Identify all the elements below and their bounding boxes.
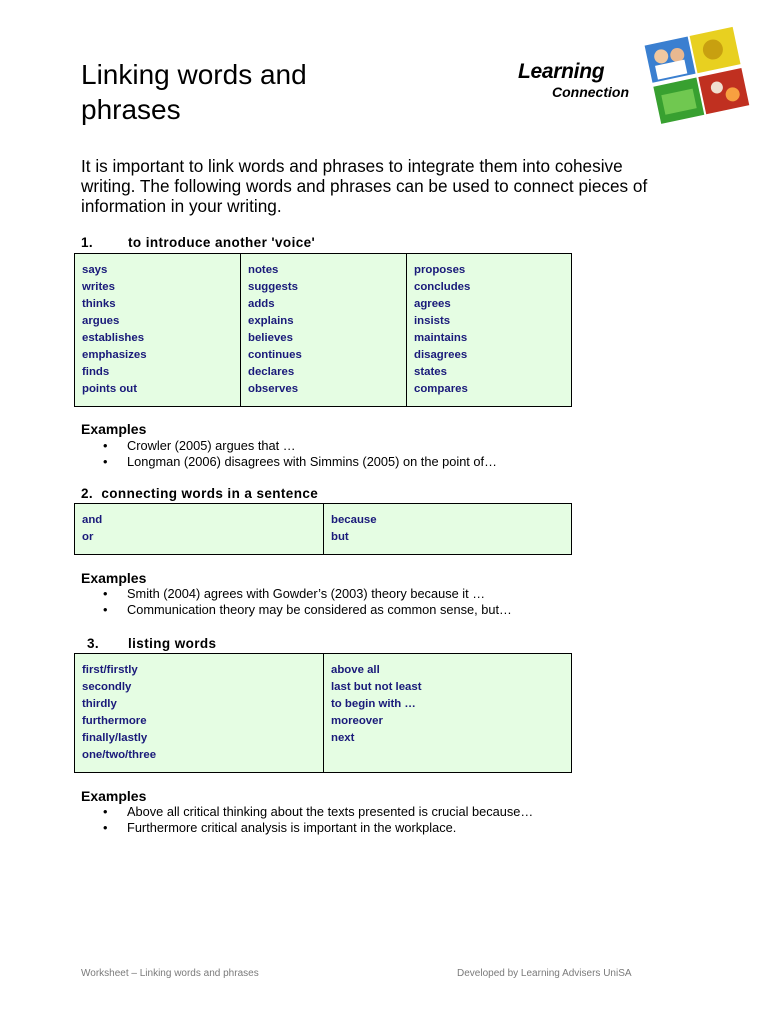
word-item: says [82, 264, 108, 276]
examples-list-3 [81, 804, 533, 836]
word-column [324, 504, 572, 555]
word-item: next [331, 732, 355, 744]
logo-photo-collage-icon [638, 26, 750, 126]
word-table-listing [74, 653, 572, 773]
footer-right: Developed by Learning Advisers UniSA [457, 968, 632, 979]
footer-left: Worksheet – Linking words and phrases [81, 968, 259, 979]
example-item: • Communication theory may be considered as common sense, but… [81, 602, 512, 618]
word-item: one/two/three [82, 749, 157, 761]
section-heading-2 [81, 486, 318, 501]
word-item: observes [248, 383, 299, 395]
word-item: or [82, 531, 94, 543]
word-item: points out [82, 383, 138, 395]
word-item: insists [414, 315, 451, 327]
examples-heading-1: Examples [81, 421, 147, 437]
example-item: • Smith (2004) agrees with Gowder’s (2003) theory because it … [81, 586, 512, 602]
word-item: maintains [414, 332, 468, 344]
word-item: thirdly [82, 698, 117, 710]
word-item: concludes [414, 281, 471, 293]
word-column [75, 254, 241, 407]
section-number: 2. [81, 486, 94, 501]
word-item: last but not least [331, 681, 422, 693]
example-item: • Above all critical thinking about the texts presented is crucial because… [81, 804, 533, 820]
word-item: emphasizes [82, 349, 147, 361]
word-item: declares [248, 366, 295, 378]
section-number: 3. [87, 636, 100, 651]
word-item: argues [82, 315, 120, 327]
word-table-voice [74, 253, 572, 407]
examples-heading-2: Examples [81, 570, 147, 586]
word-item: suggests [248, 281, 299, 293]
word-item: explains [248, 315, 294, 327]
word-item: proposes [414, 264, 466, 276]
section-heading-text: listing words [128, 636, 217, 651]
word-item: continues [248, 349, 302, 361]
word-item: finds [82, 366, 110, 378]
word-column [241, 254, 407, 407]
section-heading-text: connecting words in a sentence [101, 486, 319, 501]
section-heading-text: to introduce another 'voice' [128, 235, 316, 250]
section-number: 1. [81, 235, 94, 250]
word-item: agrees [414, 298, 451, 310]
word-item: believes [248, 332, 293, 344]
section-heading-1 [81, 235, 315, 250]
word-item: secondly [82, 681, 132, 693]
example-item: • Crowler (2005) argues that … [81, 438, 497, 454]
word-item: notes [248, 264, 279, 276]
word-item: establishes [82, 332, 145, 344]
word-item: and [82, 514, 103, 526]
word-item: first/firstly [82, 664, 138, 676]
word-item: adds [248, 298, 275, 310]
example-item: • Longman (2006) disagrees with Simmins (2005) on the point of… [81, 454, 497, 470]
word-item: because [331, 514, 377, 526]
page-title: Linking words and phrases [81, 59, 307, 125]
word-item: to begin with … [331, 698, 416, 710]
logo-text-learning: Learning [518, 60, 605, 83]
word-item: furthermore [82, 715, 147, 727]
learning-connection-logo [512, 26, 748, 126]
word-item: states [414, 366, 447, 378]
word-item: writes [82, 281, 115, 293]
examples-list-1 [81, 438, 497, 470]
intro-paragraph: It is important to link words and phrases to integrate them into cohesive writing. The following words and phrases can be used to connect pieces of information in your writing. [81, 156, 648, 216]
word-item: but [331, 531, 349, 543]
word-item: above all [331, 664, 380, 676]
word-item: compares [414, 383, 468, 395]
word-column [324, 654, 572, 773]
logo-text-connection: Connection [552, 84, 629, 100]
word-column [75, 504, 324, 555]
examples-heading-3: Examples [81, 788, 147, 804]
word-item: thinks [82, 298, 116, 310]
word-column [407, 254, 572, 407]
word-column [75, 654, 324, 773]
word-item: disagrees [414, 349, 468, 361]
example-item: • Furthermore critical analysis is important in the workplace. [81, 820, 533, 836]
word-item: finally/lastly [82, 732, 148, 744]
word-item: moreover [331, 715, 383, 727]
word-table-connecting [74, 503, 572, 555]
examples-list-2 [81, 586, 512, 618]
section-heading-3 [87, 636, 216, 651]
